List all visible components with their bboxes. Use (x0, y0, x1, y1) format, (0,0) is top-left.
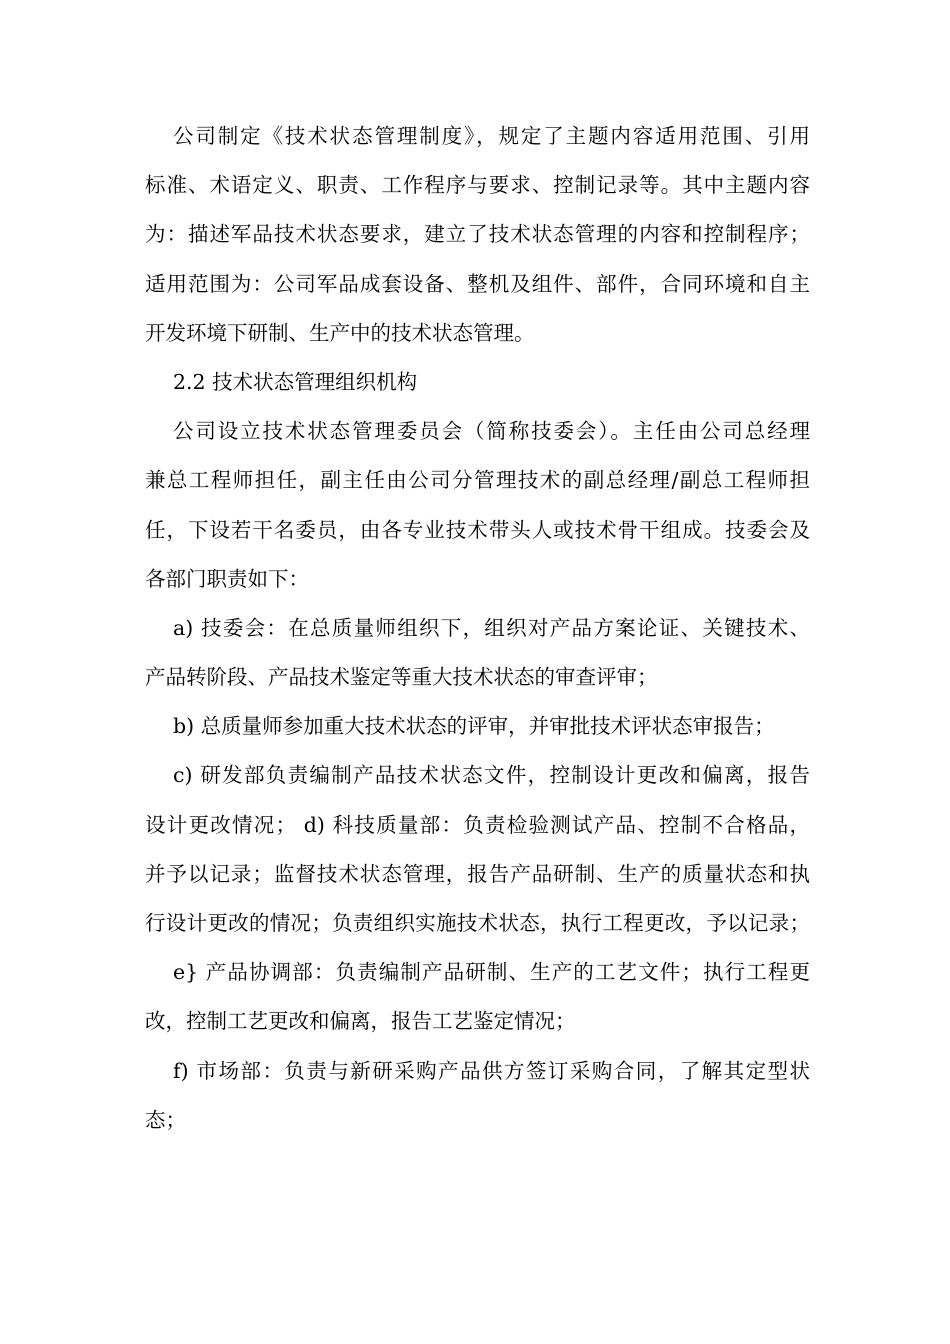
list-item-line: f) 市场部：负责与新研采购产品供方签订采购合同，了解其定型状 (173, 1058, 810, 1083)
list-item-line: b) 总质量师参加重大技术状态的评审，并审批技术评状态审报告； (173, 714, 775, 739)
list-item-line: 改，控制工艺更改和偏离，报告工艺鉴定情况； (145, 1009, 576, 1034)
section-heading: 2.2 技术状态管理组织机构 (173, 369, 418, 394)
list-item-line: 设计更改情况； d) 科技质量部：负责检验测试产品、控制不合格品， (145, 812, 810, 837)
paragraph-line: 开发环境下研制、生产中的技术状态管理。 (145, 320, 535, 345)
list-item-line: a) 技委会：在总质量师组织下，组织对产品方案论证、关键技术、 (173, 615, 810, 640)
paragraph-line: 兼总工程师担任，副主任由公司分管理技术的副总经理/副总工程师担 (145, 468, 810, 493)
paragraph-line: 任，下设若干名委员，由各专业技术带头人或技术骨干组成。技委会及 (145, 517, 810, 542)
paragraph-line: 各部门职责如下： (145, 566, 309, 591)
list-item-line: 并予以记录；监督技术状态管理，报告产品研制、生产的质量状态和执 (145, 861, 810, 886)
list-item-line: 行设计更改的情况；负责组织实施技术状态，执行工程更改，予以记录； (145, 911, 810, 935)
list-item-line: 产品转阶段、产品技术鉴定等重大技术状态的审查评审； (145, 665, 658, 690)
paragraph-line: 公司制定《技术状态管理制度》，规定了主题内容适用范围、引用 (173, 124, 810, 148)
paragraph-line: 标准、术语定义、职责、工作程序与要求、控制记录等。其中主题内容 (145, 173, 810, 198)
list-item-line: 态； (145, 1107, 186, 1132)
list-item-line: c) 研发部负责编制产品技术状态文件，控制设计更改和偏离，报告 (173, 763, 810, 788)
paragraph-line: 为：描述军品技术状态要求，建立了技术状态管理的内容和控制程序； (145, 222, 810, 247)
paragraph-line: 公司设立技术状态管理委员会（简称技委会）。主任由公司总经理 (173, 419, 810, 444)
list-item-line: e} 产品协调部：负责编制产品研制、生产的工艺文件；执行工程更 (173, 960, 810, 985)
document-body (145, 112, 810, 1145)
paragraph-line: 适用范围为：公司军品成套设备、整机及组件、部件，合同环境和自主 (145, 271, 810, 296)
